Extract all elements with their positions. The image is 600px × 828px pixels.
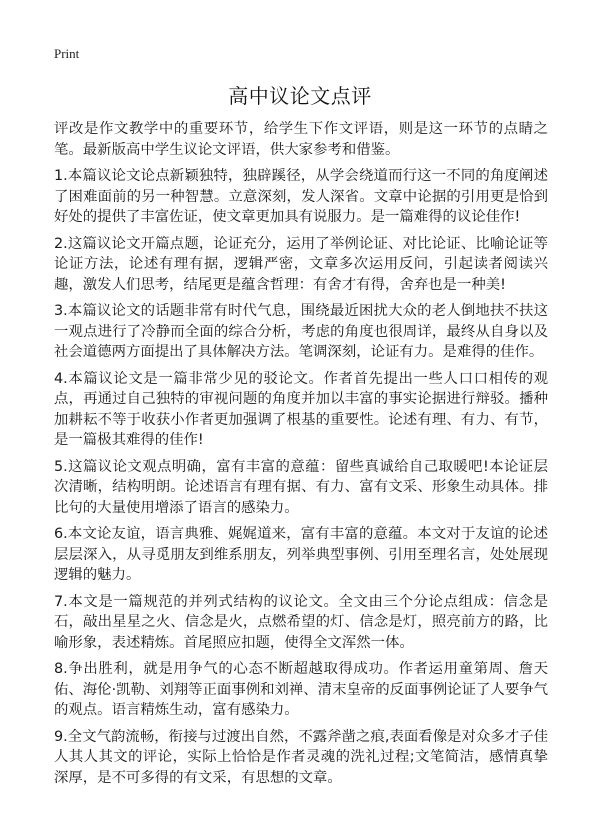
review-paragraph-6: 6.本文论友谊，语言典雅、娓娓道来，富有丰富的意蕴。本文对于友谊的论述层层深入，从寻觅朋友到维系朋友，列举典型事例、引用至理名言，处处展现逻辑的魅力。 [54, 526, 548, 583]
review-paragraph-2: 2.这篇议论文开篇点题，论证充分，运用了举例论证、对比论证、比喻论证等论证方法，论述有理有据，逻辑严密，文章多次运用反问，引起读者阅读兴趣，激发人们思考，结尾更是蕴含哲理：有舍才有得，舍弃也是一种美! [54, 235, 548, 293]
page-title: 高中议论文点评 [228, 84, 372, 108]
review-paragraph-1: 1.本篇议论文论点新颖独特，独辟蹊径，从学会绕道而行这一不同的角度阐述了困难面前的另一种智慧。立意深刻，发人深省。文章中论据的引用更是恰到好处的提供了丰富佐证，使文章更加具有说服力。是一篇难得的议论佳作! [54, 168, 548, 225]
review-paragraph-5: 5.这篇议论文观点明确，富有丰富的意蕴：留些真诚给自己取暖吧!本论证层次清晰，结构明朗。论述语言有理有据、有力、富有文采、形象生动具体。排比句的大量使用增添了语言的感染力。 [54, 458, 548, 516]
review-paragraph-4: 4.本篇议论文是一篇非常少见的驳论文。作者首先提出一些人口口相传的观点，再通过自己独特的审视问题的角度并加以丰富的事实论据进行辩驳。播种加耕耘不等于收获小作者更加强调了根基的重要性。论述有理、有力、有节，是一篇极其难得的佳作! [54, 370, 548, 448]
review-paragraph-8: 8.争出胜利，就是用争气的心态不断超越取得成功。作者运用童第周、詹天佑、海伦·凯勒、刘翔等正面事例和刘禅、清末皇帝的反面事例论证了人要争气的观点。语言精炼生动，富有感染力。 [54, 661, 548, 718]
intro-paragraph: 评改是作文教学中的重要环节，给学生下作文评语，则是这一环节的点睛之笔。最新版高中学生议论文评语，供大家参考和借鉴。 [54, 121, 548, 158]
review-paragraph-3: 3.本篇议论文的话题非常有时代气息，围绕最近困扰大众的老人倒地扶不扶这一观点进行了冷静而全面的综合分析，考虑的角度也很周详，最终从自身以及社会道德两方面提出了具体解决方法。笔调深刻，论证有力。是难得的佳作。 [54, 303, 548, 360]
document-body [54, 119, 548, 794]
review-paragraph-7: 7.本文是一篇规范的并列式结构的议论文。全文由三个分论点组成：信念是石，敲出星星之火、信念是火，点燃希望的灯、信念是灯，照亮前方的路，比喻形象，表述精炼。首尾照应扣题，使得全文浑然一体。 [54, 593, 548, 651]
print-label: Print [54, 46, 80, 61]
review-paragraph-9: 9.全文气韵流畅，衔接与过渡出自然，不露斧凿之痕,表面看像是对众多才子佳人其人其文的评论，实际上恰恰是作者灵魂的洗礼过程;文笔简洁，感情真挚深厚，是不可多得的有文采，有思想的文章。 [54, 728, 548, 786]
